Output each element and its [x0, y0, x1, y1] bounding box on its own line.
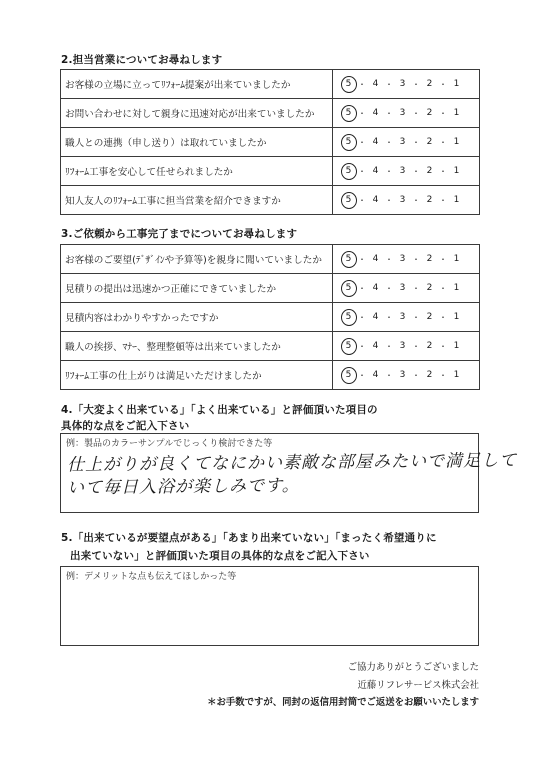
rating-option[interactable]: 4	[372, 312, 379, 322]
rating-scale	[333, 186, 479, 214]
rating-option[interactable]: 4	[372, 108, 379, 118]
rating-separator: ・	[412, 108, 420, 118]
rating-option[interactable]: 3	[399, 195, 406, 205]
rating-option[interactable]: 4	[372, 195, 379, 205]
rating-option[interactable]: 3	[399, 254, 406, 264]
rating-option[interactable]: 3	[399, 341, 406, 351]
rating-separator: ・	[412, 166, 420, 176]
rating-scale	[333, 303, 479, 331]
rating-cell	[333, 128, 480, 157]
section4-title-line1: 4.「大変よく出来ている」「よく出来ている」と評価頂いた項目の	[61, 404, 378, 416]
question-row	[61, 157, 480, 186]
rating-separator: ・	[412, 195, 420, 205]
footer-thanks: ご協力ありがとうございました	[347, 662, 479, 673]
rating-scale	[333, 70, 479, 98]
rating-cell	[333, 274, 480, 303]
rating-option[interactable]: 3	[399, 79, 406, 89]
rating-option[interactable]: 4	[372, 254, 379, 264]
rating-separator: ・	[439, 108, 447, 118]
rating-option[interactable]: 4	[372, 341, 379, 351]
rating-separator: ・	[358, 370, 366, 380]
question-text: 職人の挨拶、ﾏﾅｰ、整理整頓等は出来ていましたか	[61, 332, 333, 361]
rating-separator: ・	[358, 283, 366, 293]
section3-title: 3.ご依頼から工事完了までについてお尋ねします	[61, 228, 298, 240]
rating-option[interactable]: 2	[426, 108, 433, 118]
section4-answer-line1: 仕上がりが良くてなにかい素敵な部屋みたいで満足して	[66, 450, 518, 476]
rating-separator: ・	[439, 370, 447, 380]
rating-option[interactable]: 1	[453, 79, 460, 89]
rating-separator: ・	[412, 79, 420, 89]
rating-scale	[333, 332, 479, 360]
rating-option[interactable]: 3	[399, 108, 406, 118]
rating-separator: ・	[412, 370, 420, 380]
question-row	[61, 274, 480, 303]
rating-cell	[333, 70, 480, 99]
rating-option[interactable]: 2	[426, 341, 433, 351]
rating-option-selected[interactable]: 5	[343, 312, 354, 322]
question-row	[61, 128, 480, 157]
rating-separator: ・	[385, 254, 393, 264]
rating-separator: ・	[412, 137, 420, 147]
question-text: 知人友人のﾘﾌｫｰﾑ工事に担当営業を紹介できますか	[61, 186, 333, 215]
rating-scale	[333, 274, 479, 302]
section4-answer-box[interactable]	[60, 433, 518, 513]
rating-separator: ・	[358, 254, 366, 264]
rating-separator: ・	[385, 166, 393, 176]
rating-separator: ・	[358, 108, 366, 118]
rating-cell	[333, 361, 480, 390]
rating-option-selected[interactable]: 5	[343, 79, 354, 89]
rating-cell	[333, 99, 480, 128]
rating-scale	[333, 157, 479, 185]
rating-separator: ・	[358, 166, 366, 176]
rating-option[interactable]: 1	[453, 341, 460, 351]
rating-separator: ・	[358, 341, 366, 351]
rating-option[interactable]: 4	[372, 137, 379, 147]
question-row	[61, 332, 480, 361]
rating-option[interactable]: 1	[453, 137, 460, 147]
rating-separator: ・	[439, 341, 447, 351]
rating-separator: ・	[385, 137, 393, 147]
rating-option[interactable]: 3	[399, 166, 406, 176]
rating-separator: ・	[439, 166, 447, 176]
rating-option[interactable]: 1	[453, 195, 460, 205]
rating-option[interactable]: 1	[453, 312, 460, 322]
rating-option-selected[interactable]: 5	[343, 166, 354, 176]
rating-scale	[333, 128, 479, 156]
rating-separator: ・	[412, 341, 420, 351]
question-row	[61, 245, 480, 274]
section5-title-line1: 5.「出来ているが要望点がある」「あまり出来ていない」「まったく希望通りに	[61, 532, 437, 544]
rating-separator: ・	[439, 254, 447, 264]
rating-option[interactable]: 4	[372, 283, 379, 293]
rating-cell	[333, 186, 480, 215]
rating-separator: ・	[358, 312, 366, 322]
rating-cell	[333, 245, 480, 274]
section4-example: 例：製品のカラーサンプルでじっくり検討できた等	[66, 439, 273, 449]
question-row	[61, 186, 480, 215]
rating-option[interactable]: 2	[426, 79, 433, 89]
rating-option[interactable]: 4	[372, 166, 379, 176]
rating-option-selected[interactable]: 5	[343, 137, 354, 147]
section2-table	[60, 69, 480, 215]
rating-separator: ・	[385, 341, 393, 351]
rating-separator: ・	[385, 79, 393, 89]
question-text: 見積りの提出は迅速かつ正確にできていましたか	[61, 274, 333, 303]
rating-option[interactable]: 3	[399, 312, 406, 322]
rating-option[interactable]: 4	[372, 370, 379, 380]
question-row	[61, 303, 480, 332]
rating-option-selected[interactable]: 5	[343, 254, 354, 264]
rating-option[interactable]: 1	[453, 166, 460, 176]
rating-separator: ・	[358, 137, 366, 147]
section4-title-line2: 具体的な点をご記入下さい	[61, 420, 190, 432]
rating-option[interactable]: 1	[453, 370, 460, 380]
rating-separator: ・	[385, 370, 393, 380]
rating-separator: ・	[358, 79, 366, 89]
question-row	[61, 99, 480, 128]
rating-scale	[333, 245, 479, 273]
rating-cell	[333, 157, 480, 186]
rating-option-selected[interactable]: 5	[343, 108, 354, 118]
rating-separator: ・	[385, 312, 393, 322]
rating-separator: ・	[412, 283, 420, 293]
rating-separator: ・	[439, 195, 447, 205]
rating-separator: ・	[439, 137, 447, 147]
question-text: 見積内容はわかりやすかったですか	[61, 303, 333, 332]
question-row	[61, 70, 480, 99]
section2-title: 2.担当営業についてお尋ねします	[61, 54, 223, 66]
rating-option[interactable]: 2	[426, 370, 433, 380]
rating-option[interactable]: 1	[453, 283, 460, 293]
rating-separator: ・	[385, 108, 393, 118]
rating-option[interactable]: 3	[399, 283, 406, 293]
rating-option[interactable]: 2	[426, 312, 433, 322]
section3-table	[60, 244, 480, 390]
rating-option-selected[interactable]: 5	[343, 195, 354, 205]
section4-answer-line2: いて毎日入浴が楽しみです。	[66, 475, 300, 499]
question-row	[61, 361, 480, 390]
rating-separator: ・	[385, 195, 393, 205]
rating-option[interactable]: 3	[399, 370, 406, 380]
rating-option[interactable]: 2	[426, 166, 433, 176]
section5-title-line2: 出来ていない」と評価頂いた項目の具体的な点をご記入下さい	[70, 550, 370, 562]
rating-option[interactable]: 2	[426, 283, 433, 293]
footer-company: 近藤リフレサービス株式会社	[357, 680, 479, 691]
question-text: お客様の立場に立ってﾘﾌｫｰﾑ提案が出来ていましたか	[61, 70, 333, 99]
rating-separator: ・	[439, 312, 447, 322]
question-text: お客様のご要望(ﾃﾞｻﾞｲﾝや予算等)を親身に聞いていましたか	[61, 245, 333, 274]
question-text: ﾘﾌｫｰﾑ工事を安心して任せられましたか	[61, 157, 333, 186]
rating-option-selected[interactable]: 5	[343, 283, 354, 293]
rating-option-selected[interactable]: 5	[343, 370, 354, 380]
question-text: ﾘﾌｫｰﾑ工事の仕上がりは満足いただけましたか	[61, 361, 333, 390]
rating-option[interactable]: 1	[453, 108, 460, 118]
rating-option[interactable]: 4	[372, 79, 379, 89]
rating-cell	[333, 332, 480, 361]
rating-separator: ・	[358, 195, 366, 205]
rating-option[interactable]: 1	[453, 254, 460, 264]
rating-option[interactable]: 2	[426, 195, 433, 205]
rating-separator: ・	[385, 283, 393, 293]
question-text: お問い合わせに対して親身に迅速対応が出来ていましたか	[61, 99, 333, 128]
footer-note: ＊お手数ですが、同封の返信用封筒でご返送をお願いいたします	[207, 697, 479, 708]
section5-answer-box[interactable]	[60, 566, 479, 646]
rating-separator: ・	[439, 283, 447, 293]
rating-option[interactable]: 2	[426, 137, 433, 147]
rating-option[interactable]: 3	[399, 137, 406, 147]
rating-option[interactable]: 2	[426, 254, 433, 264]
rating-cell	[333, 303, 480, 332]
rating-separator: ・	[439, 79, 447, 89]
rating-separator: ・	[412, 312, 420, 322]
rating-scale	[333, 99, 479, 127]
rating-separator: ・	[412, 254, 420, 264]
rating-scale	[333, 361, 479, 389]
rating-option-selected[interactable]: 5	[343, 341, 354, 351]
section5-example: 例：デメリットな点も伝えてほしかった等	[66, 572, 237, 582]
question-text: 職人との連携（申し送り）は取れていましたか	[61, 128, 333, 157]
